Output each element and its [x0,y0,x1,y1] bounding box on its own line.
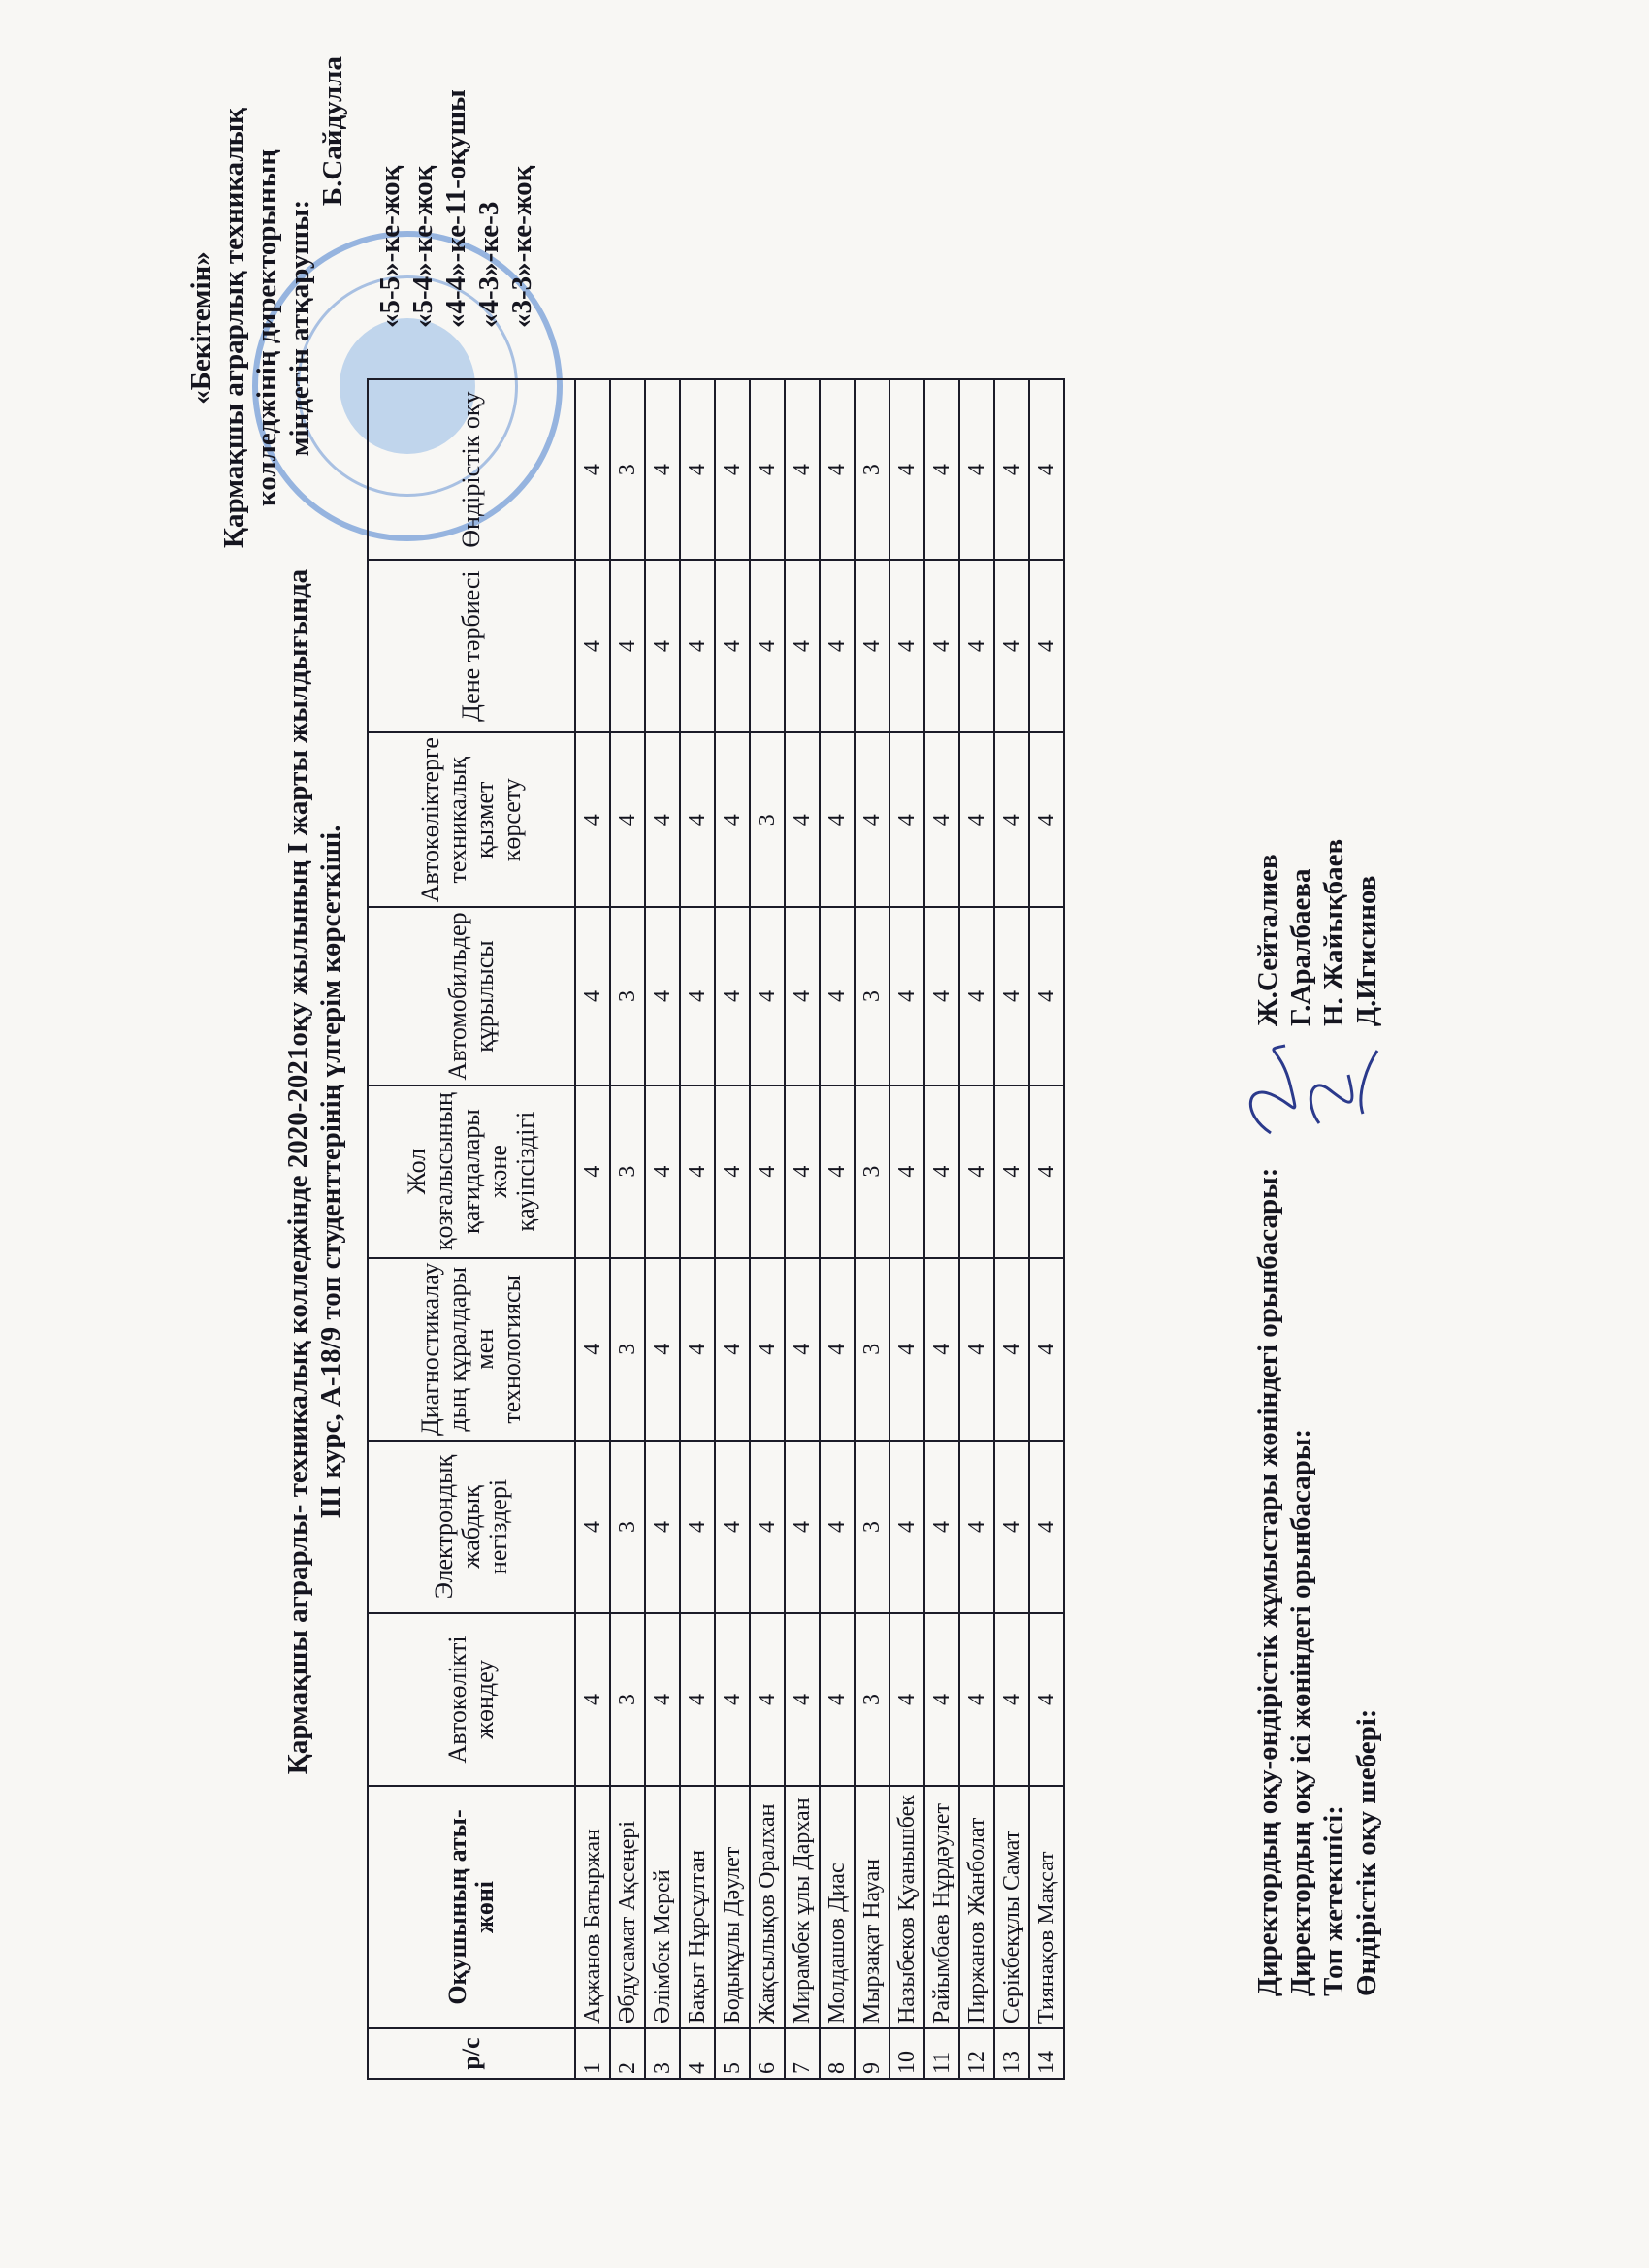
grade-cell: 4 [645,560,680,732]
grade-cell: 4 [715,1085,750,1258]
header-number: р/с [368,2028,575,2079]
row-number: 11 [924,2028,959,2079]
legend-item: «3-3»-ке-жоқ [506,165,537,328]
student-name: Мирамбек ұлы Дархан [785,1786,820,2028]
grade-cell: 4 [575,1613,610,1786]
grade-cell: 4 [680,1258,715,1441]
legend-item: «5-5»-ке-жоқ [374,165,405,328]
student-name: Пиржанов Жанболат [959,1786,994,2028]
grade-cell: 4 [994,907,1029,1085]
grade-cell: 4 [785,379,820,560]
header-subject-1: Автокөлікті жөндеу [368,1613,575,1786]
student-name: Бодықұлы Дәулет [715,1786,750,2028]
grade-cell: 4 [785,907,820,1085]
grade-cell: 4 [889,1085,924,1258]
title-line-1: Қармақшы аграрлы- техникалық колледжінде 2020-2021оқу жылының І жарты жылдығында [282,568,313,1775]
header-subject-6: Автокөліктерге техникалық қызмет көрсету [368,732,575,907]
row-number: 9 [855,2028,889,2079]
grade-cell: 4 [924,1441,959,1613]
grade-cell: 4 [924,732,959,907]
grade-cell: 4 [959,1441,994,1613]
grade-cell: 4 [575,1441,610,1613]
grade-cell: 4 [610,732,645,907]
table-row [715,379,750,2079]
grade-cell: 4 [680,379,715,560]
grade-cell: 4 [645,1258,680,1441]
grade-cell: 4 [820,907,855,1085]
row-number: 7 [785,2028,820,2079]
grade-legend [373,89,538,328]
grade-cell: 4 [959,379,994,560]
student-name: Әбдусамат Ақсеңері [610,1786,645,2028]
grade-cell: 4 [994,1085,1029,1258]
grade-cell: 4 [959,1258,994,1441]
grade-cell: 4 [645,379,680,560]
table-row [855,379,889,2079]
grade-cell: 4 [889,1613,924,1786]
grade-cell: 4 [1029,1441,1064,1613]
grade-cell: 4 [1029,379,1064,560]
grade-cell: 4 [750,1085,785,1258]
grade-cell: 3 [855,379,889,560]
signature-person: Д.Игисинов [1351,875,1382,1026]
grade-cell: 4 [680,907,715,1085]
grade-cell: 4 [994,1258,1029,1441]
grade-cell: 4 [924,1085,959,1258]
grade-cell: 4 [820,1613,855,1786]
grade-cell: 4 [959,560,994,732]
row-number: 3 [645,2028,680,2079]
student-name: Мырзақат Науан [855,1786,889,2028]
grade-cell: 4 [924,560,959,732]
grade-cell: 4 [645,1613,680,1786]
signature-person: Г.Аралбаева [1285,868,1316,1026]
grade-cell: 3 [610,907,645,1085]
row-number: 2 [610,2028,645,2079]
student-name: Ақжанов Батыржан [575,1786,610,2028]
grade-cell: 4 [820,560,855,732]
student-name: Райымбаев Нұрдәулет [924,1786,959,2028]
signature-row [1251,541,1284,1996]
row-number: 14 [1029,2028,1064,2079]
table-row [1029,379,1064,2079]
grade-cell: 3 [750,732,785,907]
student-name: Тиянақов Мақсат [1029,1786,1064,2028]
grade-cell: 4 [924,1258,959,1441]
grade-cell: 4 [1029,1085,1064,1258]
signature-role: Директордың оқу-өндірістік жұмыстары жөніндегі орынбасары: [1252,1167,1283,1996]
table-row [820,379,855,2079]
grade-cell: 4 [680,1613,715,1786]
signature-role: Өндірістік оқу шебері: [1351,1708,1382,1996]
legend-item: «4-3»-ке-3 [473,201,504,328]
grade-cell: 4 [645,1441,680,1613]
grade-cell: 4 [1029,560,1064,732]
signature-row [1284,541,1317,1996]
grade-cell: 4 [889,1441,924,1613]
grade-cell: 3 [855,1441,889,1613]
grade-cell: 4 [1029,907,1064,1085]
grade-cell: 4 [785,1613,820,1786]
grade-cell: 4 [820,379,855,560]
grade-cell: 4 [680,1441,715,1613]
grade-cell: 3 [610,379,645,560]
signature-row [1317,541,1350,1996]
grade-cell: 4 [750,1258,785,1441]
grade-cell: 3 [610,1085,645,1258]
table-row [645,379,680,2079]
grade-cell: 3 [610,1613,645,1786]
table-row [785,379,820,2079]
row-number: 12 [959,2028,994,2079]
grade-cell: 4 [750,1441,785,1613]
header-subject-8: Өндірістік оқу [368,379,575,560]
table-row [889,379,924,2079]
grade-cell: 4 [575,560,610,732]
table-row [680,379,715,2079]
legend-item: «5-4»-ке-жоқ [407,165,438,328]
grade-cell: 4 [575,732,610,907]
header-subject-5: Автомобильдер құрылысы [368,907,575,1085]
table-row [994,379,1029,2079]
student-name: Молдашов Диас [820,1786,855,2028]
grade-cell: 4 [889,907,924,1085]
grade-cell: 3 [855,907,889,1085]
grade-cell: 4 [820,1258,855,1441]
grade-cell: 4 [924,907,959,1085]
grade-cell: 4 [994,560,1029,732]
grade-cell: 4 [855,732,889,907]
title-line-2: ІІІ курс, А-18/9 топ студенттерінің үлгерім көрсеткіші. [315,825,346,1519]
student-name: Бақыт Нұрсұлтан [680,1786,715,2028]
approval-line-2: міндетін атқарушы: [284,199,315,457]
grade-cell: 4 [715,732,750,907]
grade-cell: 4 [855,560,889,732]
grade-cell: 4 [1029,1613,1064,1786]
grade-cell: 4 [785,1441,820,1613]
grade-cell: 4 [889,732,924,907]
table-row [610,379,645,2079]
grade-cell: 4 [785,732,820,907]
handwritten-signature [1232,1036,1387,1143]
student-name: Әлімбек Мерей [645,1786,680,2028]
grade-cell: 4 [750,560,785,732]
grade-cell: 4 [645,907,680,1085]
grade-cell: 4 [924,1613,959,1786]
grade-cell: 4 [575,1085,610,1258]
grade-cell: 4 [994,379,1029,560]
grade-cell: 4 [820,732,855,907]
grade-cell: 4 [959,1085,994,1258]
grade-cell: 4 [715,1258,750,1441]
grades-table [367,378,1065,2080]
grade-cell: 4 [750,379,785,560]
grade-cell: 4 [715,907,750,1085]
grade-cell: 3 [855,1258,889,1441]
grade-cell: 4 [924,379,959,560]
legend-item: «4-4»-ке-11-оқушы [440,89,471,328]
grade-cell: 4 [610,560,645,732]
table-row [575,379,610,2079]
grade-cell: 4 [994,1613,1029,1786]
grade-cell: 4 [785,560,820,732]
grade-cell: 4 [785,1258,820,1441]
approval-line-1: Қармақшы аграрлық техникалық колледжінің директорының [218,107,282,549]
table-header-row [368,379,575,2079]
document-title [281,299,347,2045]
grade-cell: 4 [715,1441,750,1613]
grade-cell: 4 [715,1613,750,1786]
grade-cell: 4 [1029,1258,1064,1441]
row-number: 10 [889,2028,924,2079]
grade-cell: 4 [645,732,680,907]
grade-cell: 4 [680,560,715,732]
grade-cell: 4 [820,1085,855,1258]
row-number: 6 [750,2028,785,2079]
grade-cell: 4 [889,379,924,560]
row-number: 13 [994,2028,1029,2079]
grade-cell: 4 [575,379,610,560]
table-row [924,379,959,2079]
grade-cell: 4 [680,1085,715,1258]
row-number: 5 [715,2028,750,2079]
grade-cell: 4 [959,907,994,1085]
row-number: 1 [575,2028,610,2079]
table-row [959,379,994,2079]
grade-cell: 3 [610,1441,645,1613]
grade-cell: 4 [750,1613,785,1786]
grade-cell: 3 [855,1613,889,1786]
grade-cell: 4 [889,1258,924,1441]
grade-cell: 4 [645,1085,680,1258]
grades-table-body [575,379,1064,2079]
header-subject-4: Жол қозғалысының қағидалары және қауіпсіздігі [368,1085,575,1258]
grade-cell: 4 [715,379,750,560]
grade-cell: 4 [575,1258,610,1441]
signatures-block [1251,541,1383,1996]
grade-cell: 4 [1029,732,1064,907]
header-subject-3: Диагностикалау дың құралдары мен технологиясы [368,1258,575,1441]
grade-cell: 4 [959,732,994,907]
student-name: Назыбеков Қуанышбек [889,1786,924,2028]
grade-cell: 4 [575,907,610,1085]
grade-cell: 4 [994,1441,1029,1613]
grade-cell: 3 [610,1258,645,1441]
approval-heading: «Бекітемін» [185,251,216,405]
grade-cell: 4 [820,1441,855,1613]
grade-cell: 4 [680,732,715,907]
student-name: Жақсылықов Оралхан [750,1786,785,2028]
grade-cell: 4 [959,1613,994,1786]
signature-person: Ж.Сейталиев [1252,854,1283,1026]
signature-role: Директордың оқу ісі жөніндегі орынбасары: [1285,1428,1316,1996]
grade-cell: 4 [785,1085,820,1258]
grade-cell: 4 [750,907,785,1085]
row-number: 8 [820,2028,855,2079]
grade-cell: 4 [994,732,1029,907]
signature-row [1350,541,1383,1996]
header-subject-2: Электрондық жабдық негіздері [368,1441,575,1613]
grade-cell: 4 [889,560,924,732]
student-name: Серікбекұлы Самат [994,1786,1029,2028]
table-row [750,379,785,2079]
signature-person: Н. Жайықбаев [1318,838,1349,1026]
grade-cell: 3 [855,1085,889,1258]
row-number: 4 [680,2028,715,2079]
header-subject-7: Дене тәрбиесі [368,560,575,732]
header-student-name: Оқушының аты-жөні [368,1786,575,2028]
signature-role: Топ жетекшісі: [1318,1805,1349,1996]
grade-cell: 4 [715,560,750,732]
approval-signatory: Б.Сайдулла [317,56,348,207]
